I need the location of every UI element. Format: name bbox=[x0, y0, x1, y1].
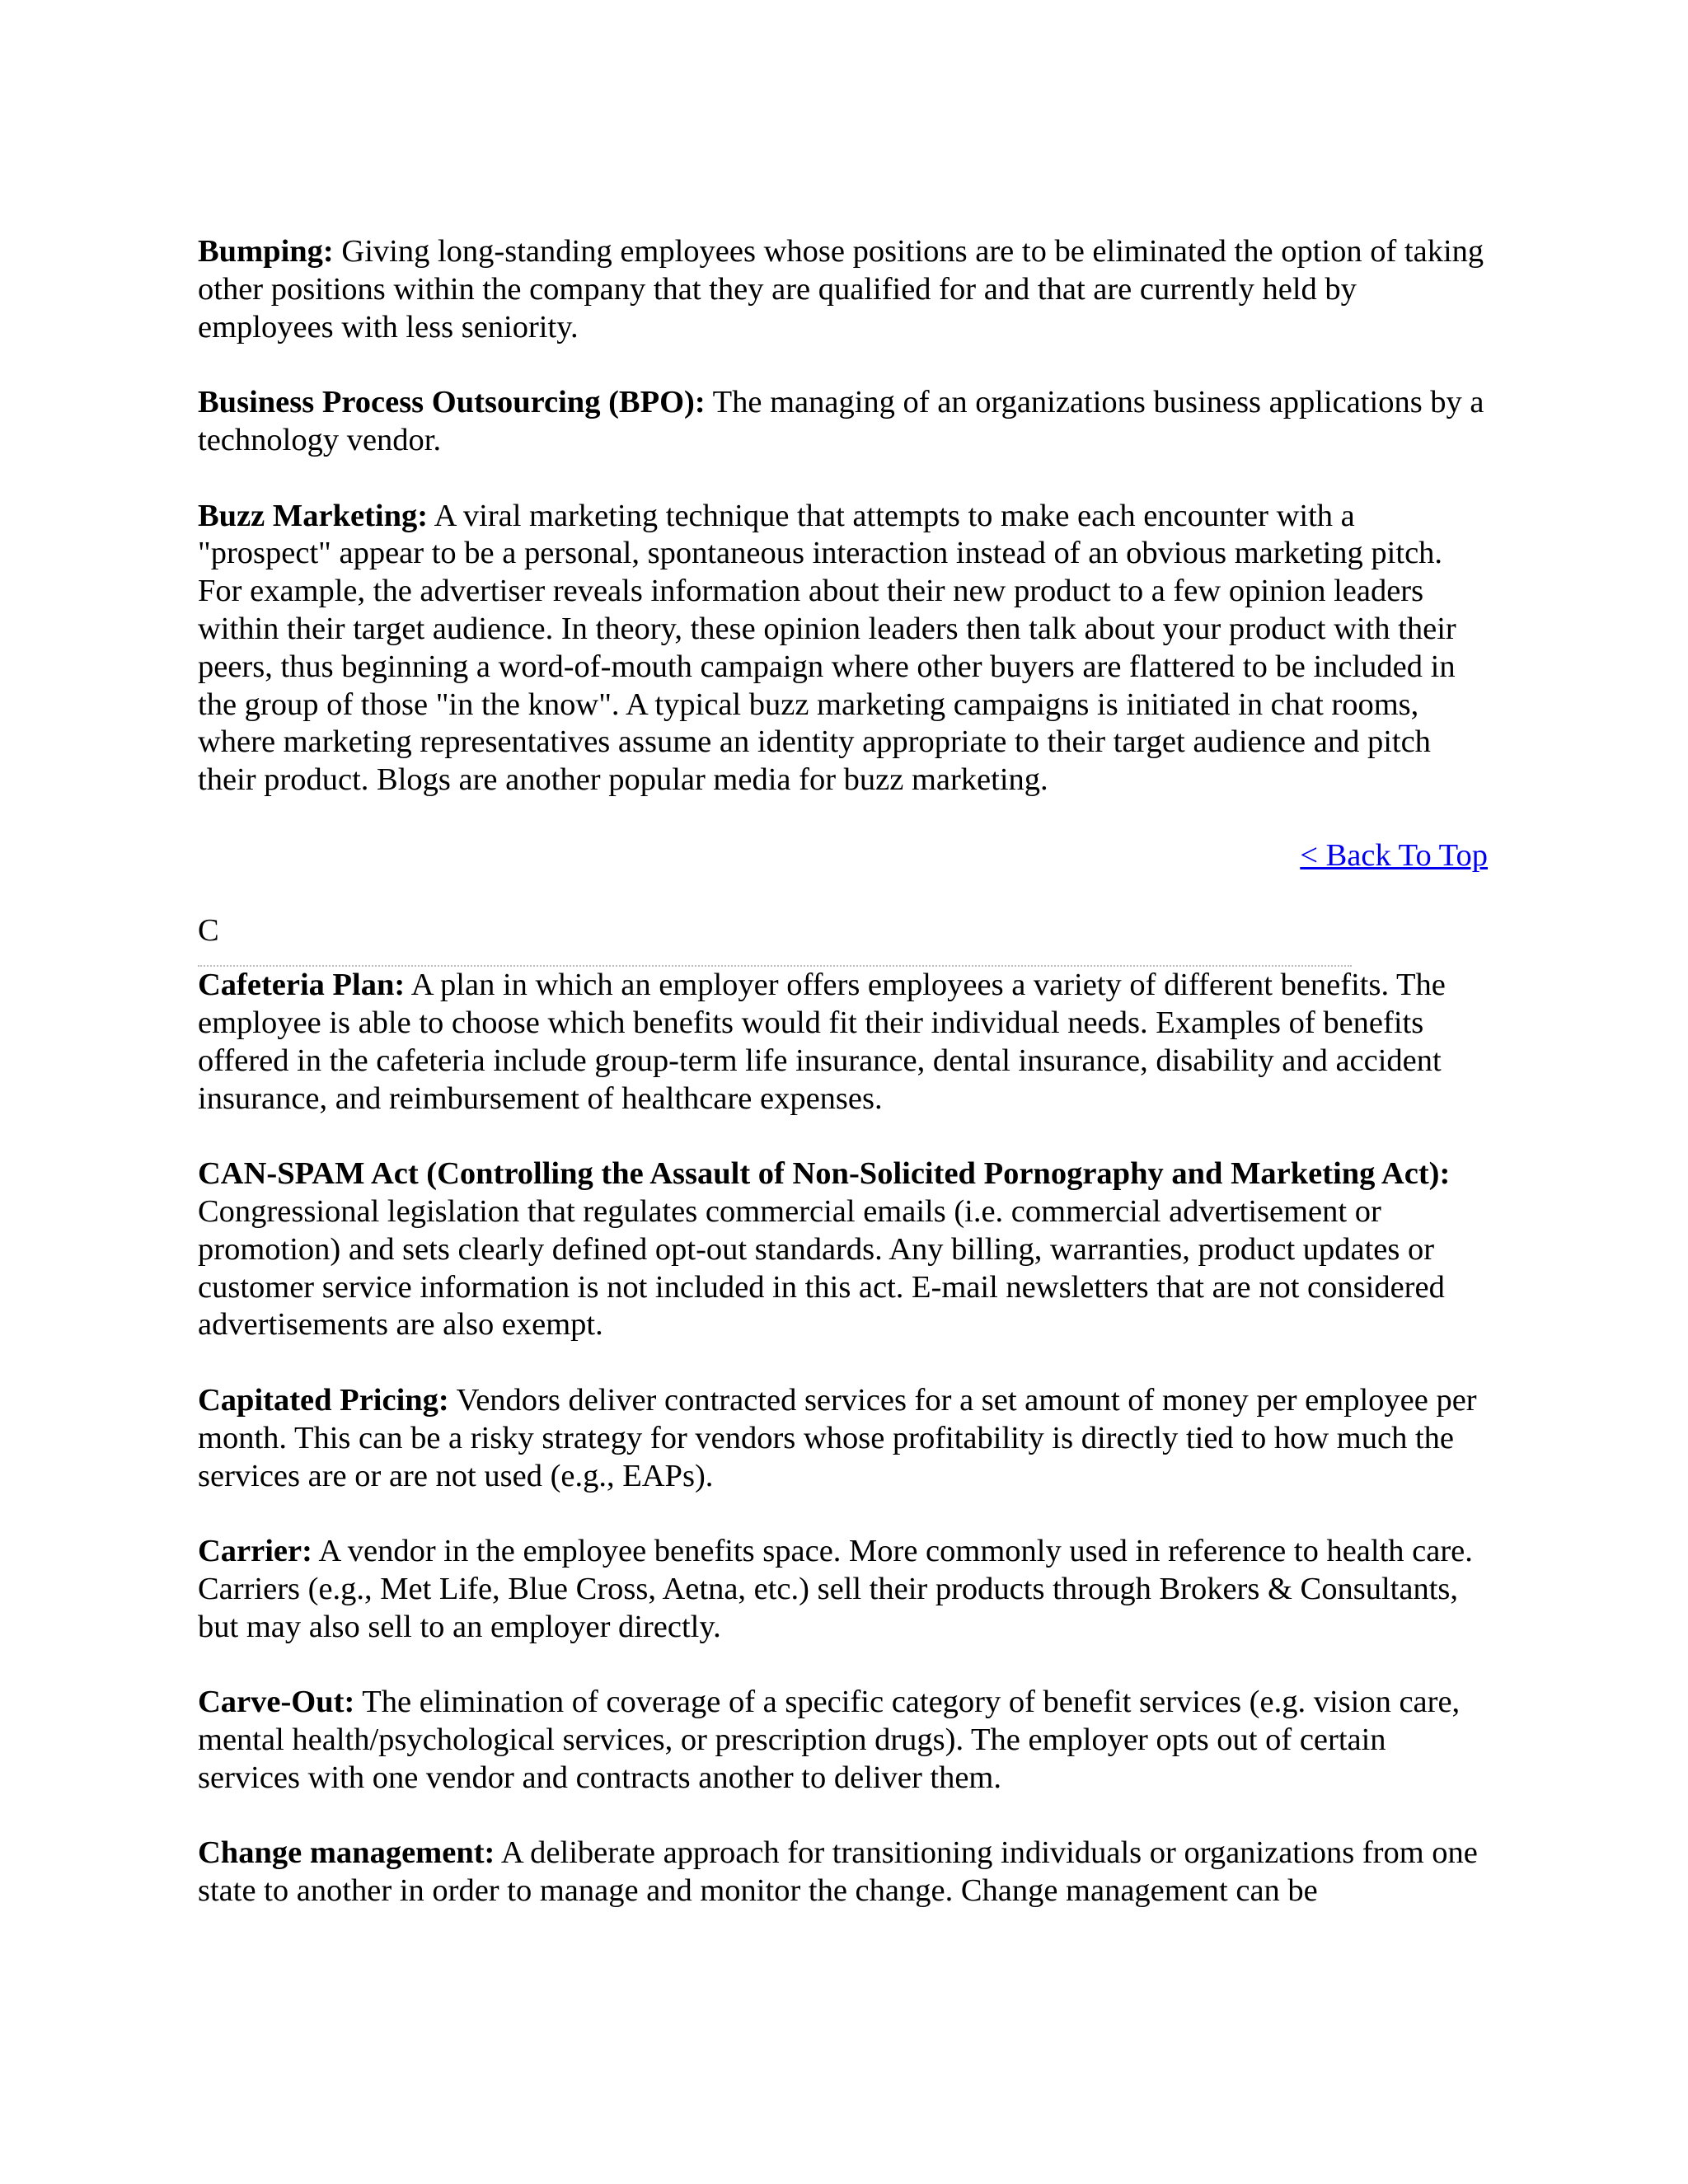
glossary-definition: The elimination of coverage of a specific category of benefit services (e.g. vision care, mental health/psychological services, or prescription drugs). The employer opts out of certain services with one vendor and contracts another to deliver them. bbox=[198, 1685, 1461, 1795]
glossary-entry-carrier bbox=[198, 1533, 1488, 1646]
glossary-term: Carrier: bbox=[198, 1534, 312, 1569]
back-to-top-link[interactable]: < Back To Top bbox=[1300, 837, 1488, 873]
glossary-entry-bumping bbox=[198, 233, 1488, 346]
glossary-definition: A viral marketing technique that attempts to make each encounter with a "prospect" appear to be a personal, spontaneous interaction instead of an obvious marketing pitch. For example, the advertiser reveals information about their new product to a few opinion leaders within their target audience. In theory, these opinion leaders then talk about your product with their peers, thus beginning a word-of-mouth campaign where other buyers are flattered to be included in the group of those "in the know". A typical buzz marketing campaigns is initiated in chat rooms, where marketing representatives assume an identity appropriate to their target audience and pitch their product. Blogs are another popular media for buzz marketing. bbox=[198, 498, 1456, 798]
glossary-term: Business Process Outsourcing (BPO): bbox=[198, 385, 706, 420]
glossary-entry-capitated-pricing bbox=[198, 1382, 1488, 1495]
glossary-term: Change management: bbox=[198, 1835, 495, 1871]
glossary-term: Capitated Pricing: bbox=[198, 1382, 449, 1418]
glossary-term: Bumping: bbox=[198, 234, 334, 269]
glossary-definition: A vendor in the employee benefits space. More commonly used in reference to health care. Carriers (e.g., Met Life, Blue Cross, Aetna, etc.) sell their products through Brokers & Consultants, but may also sell to an employer directly. bbox=[198, 1534, 1473, 1644]
glossary-entry-carve-out bbox=[198, 1684, 1488, 1797]
glossary-definition: Vendors deliver contracted services for a set amount of money per employee per month. This can be a risky strategy for vendors whose profitability is directly tied to how much the services are or are not used (e.g., EAPs). bbox=[198, 1382, 1477, 1493]
glossary-definition: The managing of an organizations business applications by a technology vendor. bbox=[198, 385, 1484, 457]
glossary-page bbox=[198, 233, 1488, 1948]
glossary-definition: A deliberate approach for transitioning individuals or organizations from one state to another in order to manage and monitor the change. Change management can be bbox=[198, 1835, 1478, 1909]
section-heading-c: C bbox=[198, 913, 219, 949]
glossary-definition: Congressional legislation that regulates commercial emails (i.e. commercial advertisement or promotion) and sets clearly defined opt-out standards. Any billing, warranties, product updates or customer service information is not included in this act. E-mail newsletters that are not considered advertisements are also exempt. bbox=[198, 1193, 1445, 1343]
glossary-entry-cafeteria-plan bbox=[198, 967, 1488, 1118]
glossary-entry-bpo bbox=[198, 384, 1488, 460]
glossary-definition: A plan in which an employer offers employees a variety of different benefits. The employee is able to choose which benefits would fit their individual needs. Examples of benefits offered in the cafeteria include group-term life insurance, dental insurance, disability and accident insurance, and reimbursement of healthcare expenses. bbox=[198, 968, 1446, 1116]
glossary-term: Cafeteria Plan: bbox=[198, 968, 406, 1003]
glossary-definition: Giving long-standing employees whose positions are to be eliminated the option of taking other positions within the company that they are qualified for and that are currently held by employees with less seniority. bbox=[198, 234, 1484, 344]
glossary-term: Buzz Marketing: bbox=[198, 498, 429, 533]
glossary-term: CAN-SPAM Act (Controlling the Assault of Non-Solicited Pornography and Marketing Act): bbox=[198, 1156, 1451, 1192]
glossary-entry-change-management bbox=[198, 1835, 1488, 1910]
glossary-entry-buzz-marketing bbox=[198, 498, 1488, 799]
back-to-top-row bbox=[198, 837, 1488, 875]
glossary-entry-can-spam bbox=[198, 1155, 1488, 1344]
glossary-term: Carve-Out: bbox=[198, 1685, 355, 1720]
